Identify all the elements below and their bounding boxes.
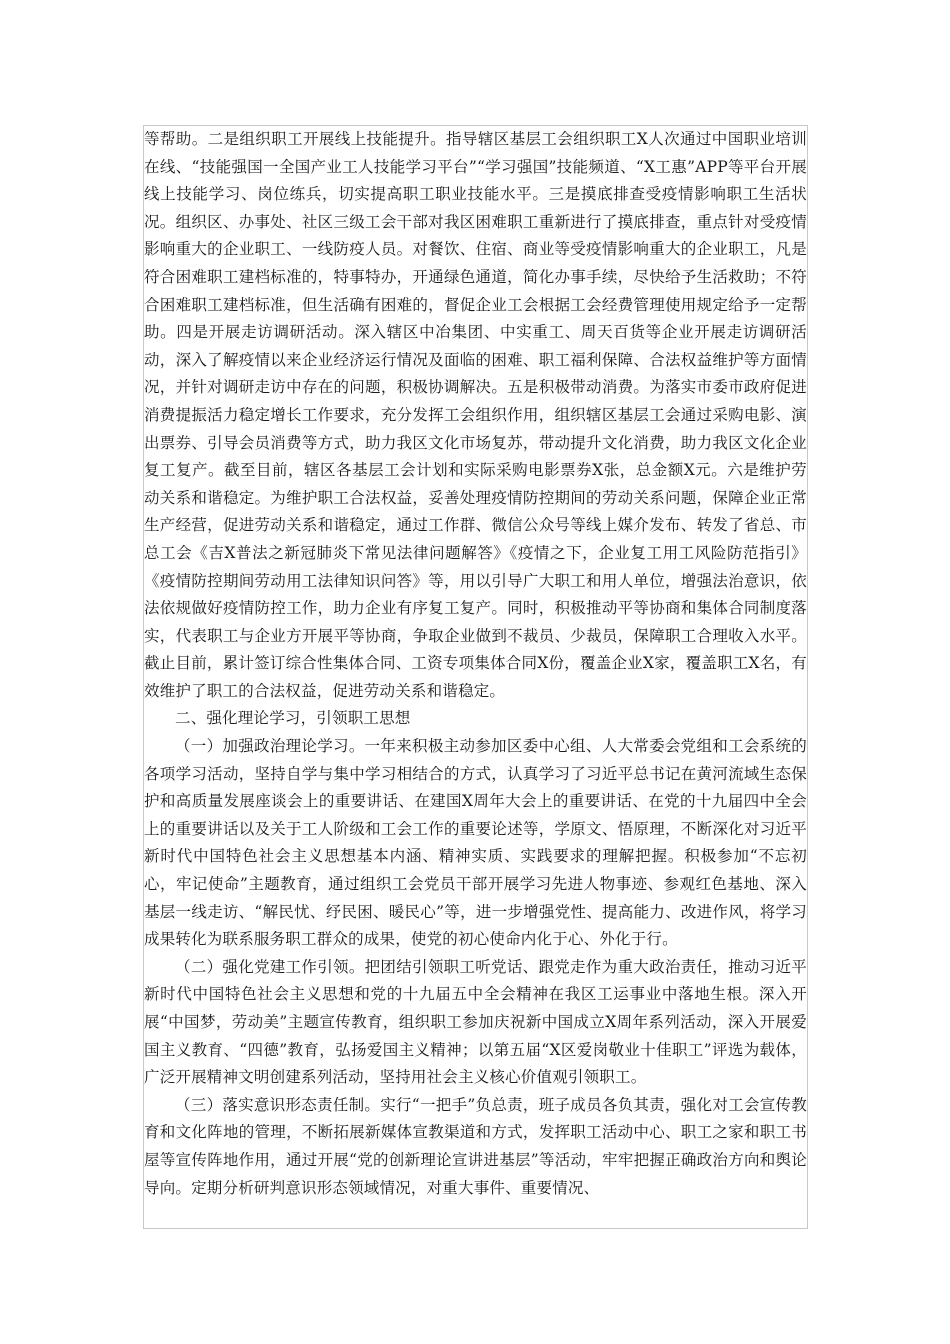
section-heading-theory-study: 二、强化理论学习，引领职工思想 [175, 709, 411, 728]
paragraph-party-building: （二）强化党建工作引领。把团结引领职工听党话、跟党走作为重大政治责任，推动习近平新时代中国特色社会主义思想和党的十九届五中全会精神在我区工运事业中落地生根。深入开展“中国梦，劳动美”主题宣传教育，组织职工参加庆祝新中国成立X周年系列活动，深入开展爱国主义教育、“四德”教育，弘扬爱国主义精神；以第五届“X区爱岗敬业十佳职工”评选为载体，广泛开展精神文明创建系列活动，坚持用社会主义核心价值观引领职工。 [144, 957, 807, 1087]
document-page [143, 125, 808, 1229]
paragraph-continued-support: 等帮助。二是组织职工开展线上技能提升。指导辖区基层工会组织职工X人次通过中国职业培训在线、“技能强国一全国产业工人技能学习平台”“学习强国”技能频道、“X工惠”APP等平台开展线上技能学习、岗位练兵，切实提高职工职业技能水平。三是摸底排查受疫情影响职工生活状况。组织区、办事处、社区三级工会干部对我区困难职工重新进行了摸底排查，重点针对受疫情影响重大的企业职工、一线防疫人员。对餐饮、住宿、商业等受疫情影响重大的企业职工，凡是符合困难职工建档标准的，特事特办，开通绿色通道，简化办事手续，尽快给予生活救助；不符合困难职工建档标准，但生活确有困难的，督促企业工会根据工会经费管理使用规定给予一定帮助。四是开展走访调研活动。深入辖区中冶集团、中实重工、周天百货等企业开展走访调研活动，深入了解疫情以来企业经济运行情况及面临的困难、职工福利保障、合法权益维护等方面情况，并针对调研走访中存在的问题，积极协调解决。五是积极带动消费。为落实市委市政府促进消费提振活力稳定增长工作要求，充分发挥工会组织作用，组织辖区基层工会通过采购电影、演出票券、引导会员消费等方式，助力我区文化市场复苏，带动提升文化消费，助力我区文化企业复工复产。截至目前，辖区各基层工会计划和实际采购电影票券X张，总金额X元。六是维护劳动关系和谐稳定。为维护职工合法权益，妥善处理疫情防控期间的劳动关系问题，保障企业正常生产经营，促进劳动关系和谐稳定，通过工作群、微信公众号等线上媒介发布、转发了省总、市总工会《吉X普法之新冠肺炎下常见法律问题解答》《疫情之下，企业复工用工风险防范指引》《疫情防控期间劳动用工法律知识问答》等，用以引导广大职工和用人单位，增强法治意识，依法依规做好疫情防控工作，助力企业有序复工复产。同时，积极推动平等协商和集体合同制度落实，代表职工与企业方开展平等协商，争取企业做到不裁员、少裁员，保障职工合理收入水平。截止目前，累计签订综合性集体合同、工资专项集体合同X份，覆盖企业X家，覆盖职工X名，有效维护了职工的合法权益，促进劳动关系和谐稳定。 [144, 130, 807, 700]
paragraph-political-theory: （一）加强政治理论学习。一年来积极主动参加区委中心组、人大常委会党组和工会系统的各项学习活动，坚持自学与集中学习相结合的方式，认真学习了习近平总书记在黄河流域生态保护和高质量发展座谈会上的重要讲话、在建国X周年大会上的重要讲话、在党的十九届四中全会上的重要讲话以及关于工人阶级和工会工作的重要论述等，学原文、悟原理，不断深化对习近平新时代中国特色社会主义思想基本内涵、精神实质、实践要求的理解把握。积极参加“不忘初心，牢记使命”主题教育，通过组织工会党员干部开展学习先进人物事迹、参观红色基地、深入基层一线走访、“解民忧、纾民困、暖民心”等，进一步增强党性、提高能力、改进作风，将学习成果转化为联系服务职工群众的成果，使党的初心使命内化于心、外化于行。 [144, 737, 807, 949]
document-body [144, 126, 807, 1202]
paragraph-ideology-responsibility: （三）落实意识形态责任制。实行“一把手”负总责，班子成员各负其责，强化对工会宣传教育和文化阵地的管理，不断拓展新媒体宣教渠道和方式，发挥职工活动中心、职工之家和职工书屋等宣传阵地作用，通过开展“党的创新理论宣讲进基层”等活动，牢牢把握正确政治方向和舆论导向。定期分析研判意识形态领域情况，对重大事件、重要情况、 [144, 1095, 807, 1197]
